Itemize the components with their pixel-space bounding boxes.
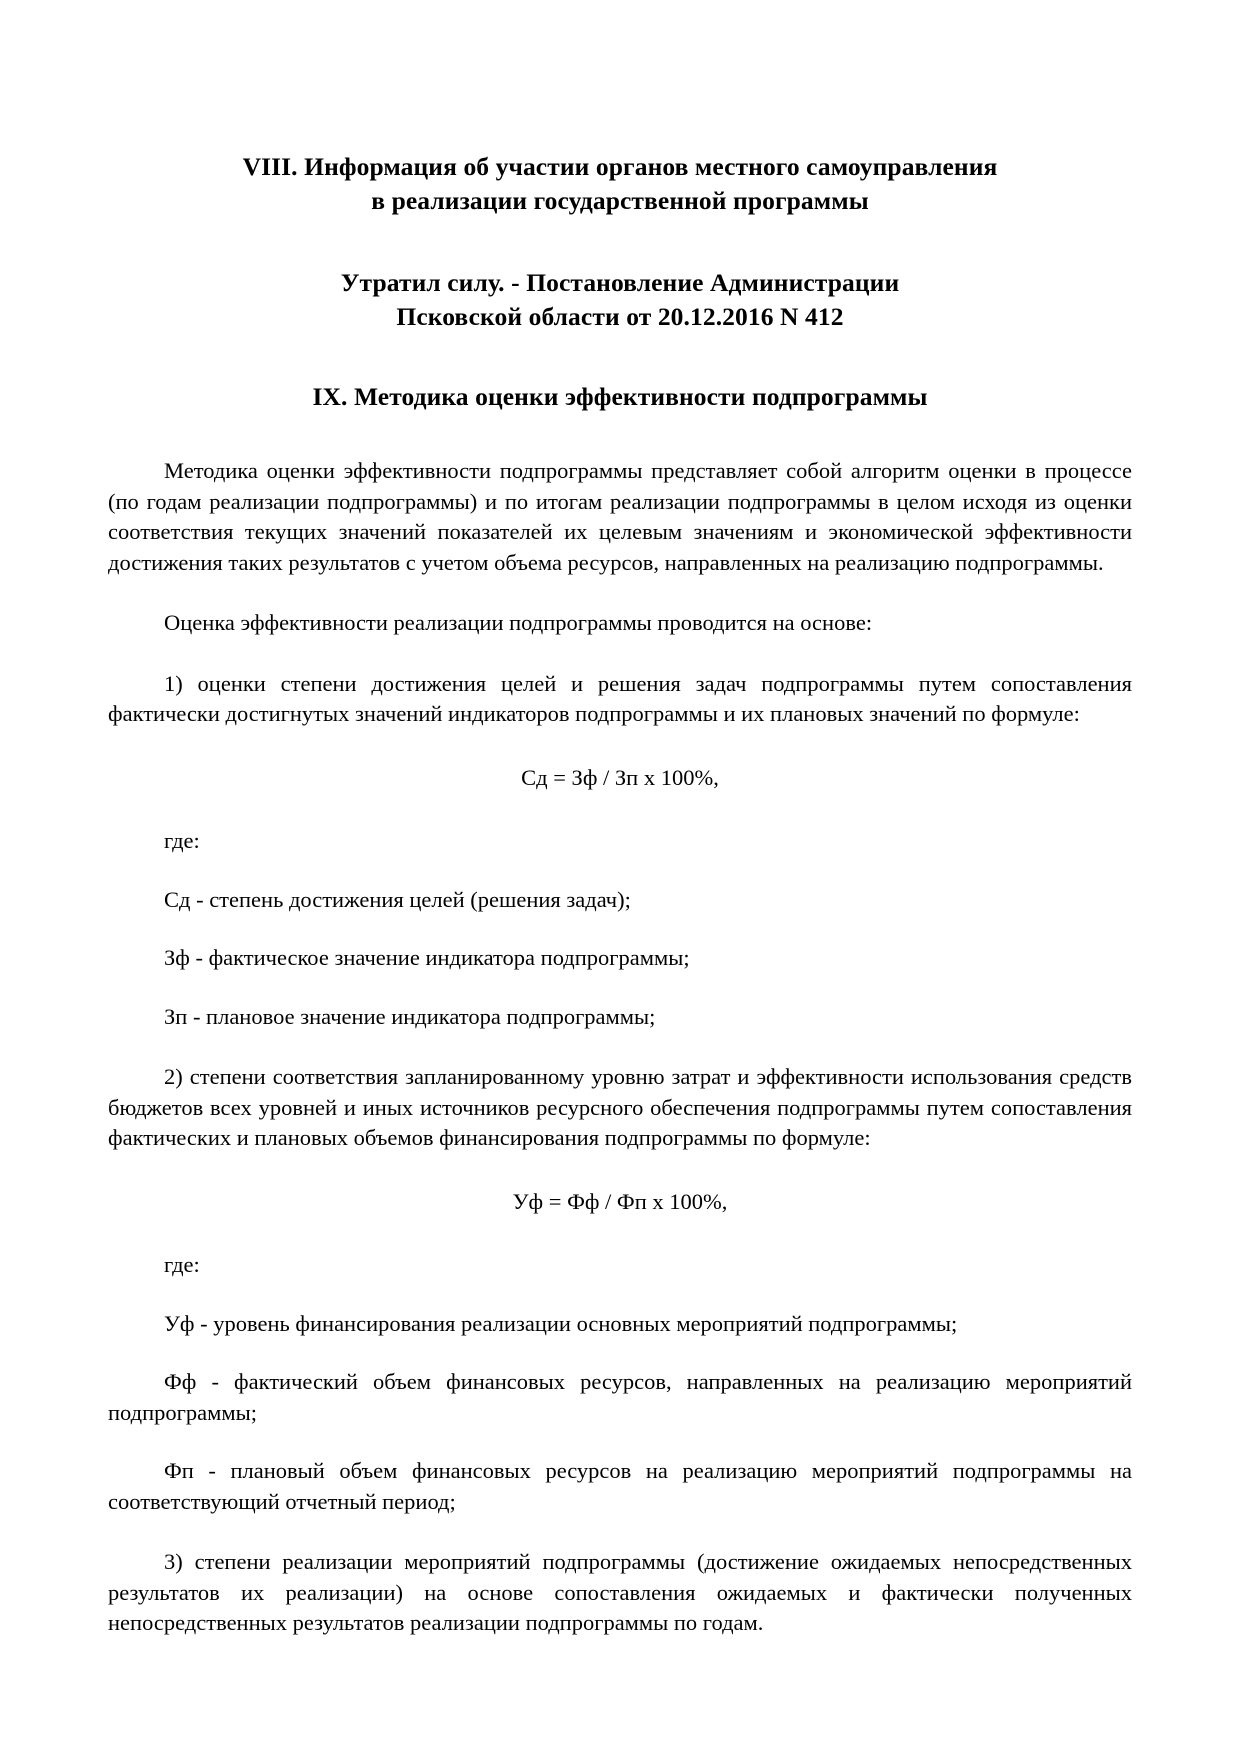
where-label-1: где:: [164, 828, 200, 853]
paragraph-item-1: 1) оценки степени достижения целей и решения задач подпрограммы путем сопоставления фактически достигнутых значений индикаторов подпрограммы и их плановых значений по формуле:: [108, 670, 1132, 726]
section-ix-heading: [108, 380, 1132, 414]
definition-spacer: [108, 1339, 1132, 1367]
repeal-notice-line2: Псковской области от 20.12.2016 N 412: [396, 302, 844, 331]
paragraph-item-2: 2) степени соответствия запланированному уровню затрат и эффективности использования средств бюджетов всех уровней и иных источников ресурсного обеспечения подпрограммы путем сопоставления фактических и плановых объемов финансирования подпрограммы по формуле:: [108, 1064, 1132, 1150]
heading-gap-3: [108, 414, 1132, 456]
formula-spacer: [108, 793, 1132, 826]
formula-uf: Уф = Фф / Фп х 100%,: [512, 1188, 728, 1214]
repeal-notice-heading: [108, 266, 1132, 334]
definition-spacer: [108, 974, 1132, 1002]
section-viii-heading-line1: VIII. Информация об участии органов местного самоуправления: [242, 152, 998, 181]
paragraph-spacer: [108, 1032, 1132, 1062]
paragraph-intro: Методика оценки эффективности подпрограммы представляет собой алгоритм оценки в процессе (по годам реализации подпрограммы) и по итогам реализации подпрограммы в целом исходя из оценки соответствия текущих значений показателей их целевым значениям и экономической эффективности достижения таких результатов с учетом объема ресурсов, направленных на реализацию подпрограммы.: [108, 458, 1132, 575]
definition-zf: Зф - фактическое значение индикатора подпрограммы;: [164, 945, 690, 970]
definition-spacer: [108, 1428, 1132, 1456]
heading-gap-1: [108, 218, 1132, 266]
repeal-notice-line1: Утратил силу. - Постановление Администрации: [340, 268, 900, 297]
definition-sd: Сд - степень достижения целей (решения задач);: [164, 886, 631, 912]
definition-spacer: [108, 915, 1132, 943]
where-label-2: где:: [164, 1252, 200, 1277]
paragraph-item-3: 3) степени реализации мероприятий подпрограммы (достижение ожидаемых непосредственных результатов их реализации) на основе сопоставления ожидаемых и фактически полученных непосредственных результатов реализации подпрограммы по годам.: [108, 1549, 1132, 1635]
definition-ff: Фф - фактический объем финансовых ресурсов, направленных на реализацию мероприятий подпрограммы;: [108, 1369, 1132, 1425]
definition-spacer: [108, 1281, 1132, 1309]
definition-spacer: [108, 857, 1132, 885]
paragraph-basis: Оценка эффективности реализации подпрограммы проводится на основе:: [164, 610, 873, 635]
formula-spacer: [108, 1217, 1132, 1250]
paragraph-spacer: [108, 639, 1132, 669]
definition-uf: Уф - уровень финансирования реализации основных мероприятий подпрограммы;: [164, 1310, 958, 1336]
definition-fp: Фп - плановый объем финансовых ресурсов на реализацию мероприятий подпрограммы на соответствующий отчетный период;: [108, 1458, 1132, 1514]
document-content: [108, 150, 1132, 1639]
formula-spacer: [108, 1154, 1132, 1187]
formula-sd: Сд = Зф / Зп х 100%,: [521, 764, 719, 790]
paragraph-spacer: [108, 578, 1132, 608]
formula-spacer: [108, 730, 1132, 763]
section-viii-heading: [108, 150, 1132, 218]
section-viii-heading-line2: в реализации государственной программы: [371, 186, 869, 215]
paragraph-spacer: [108, 1517, 1132, 1547]
definition-zp: Зп - плановое значение индикатора подпрограммы;: [164, 1003, 656, 1029]
section-ix-heading-line: IX. Методика оценки эффективности подпрограммы: [312, 382, 928, 411]
heading-gap-2: [108, 334, 1132, 380]
